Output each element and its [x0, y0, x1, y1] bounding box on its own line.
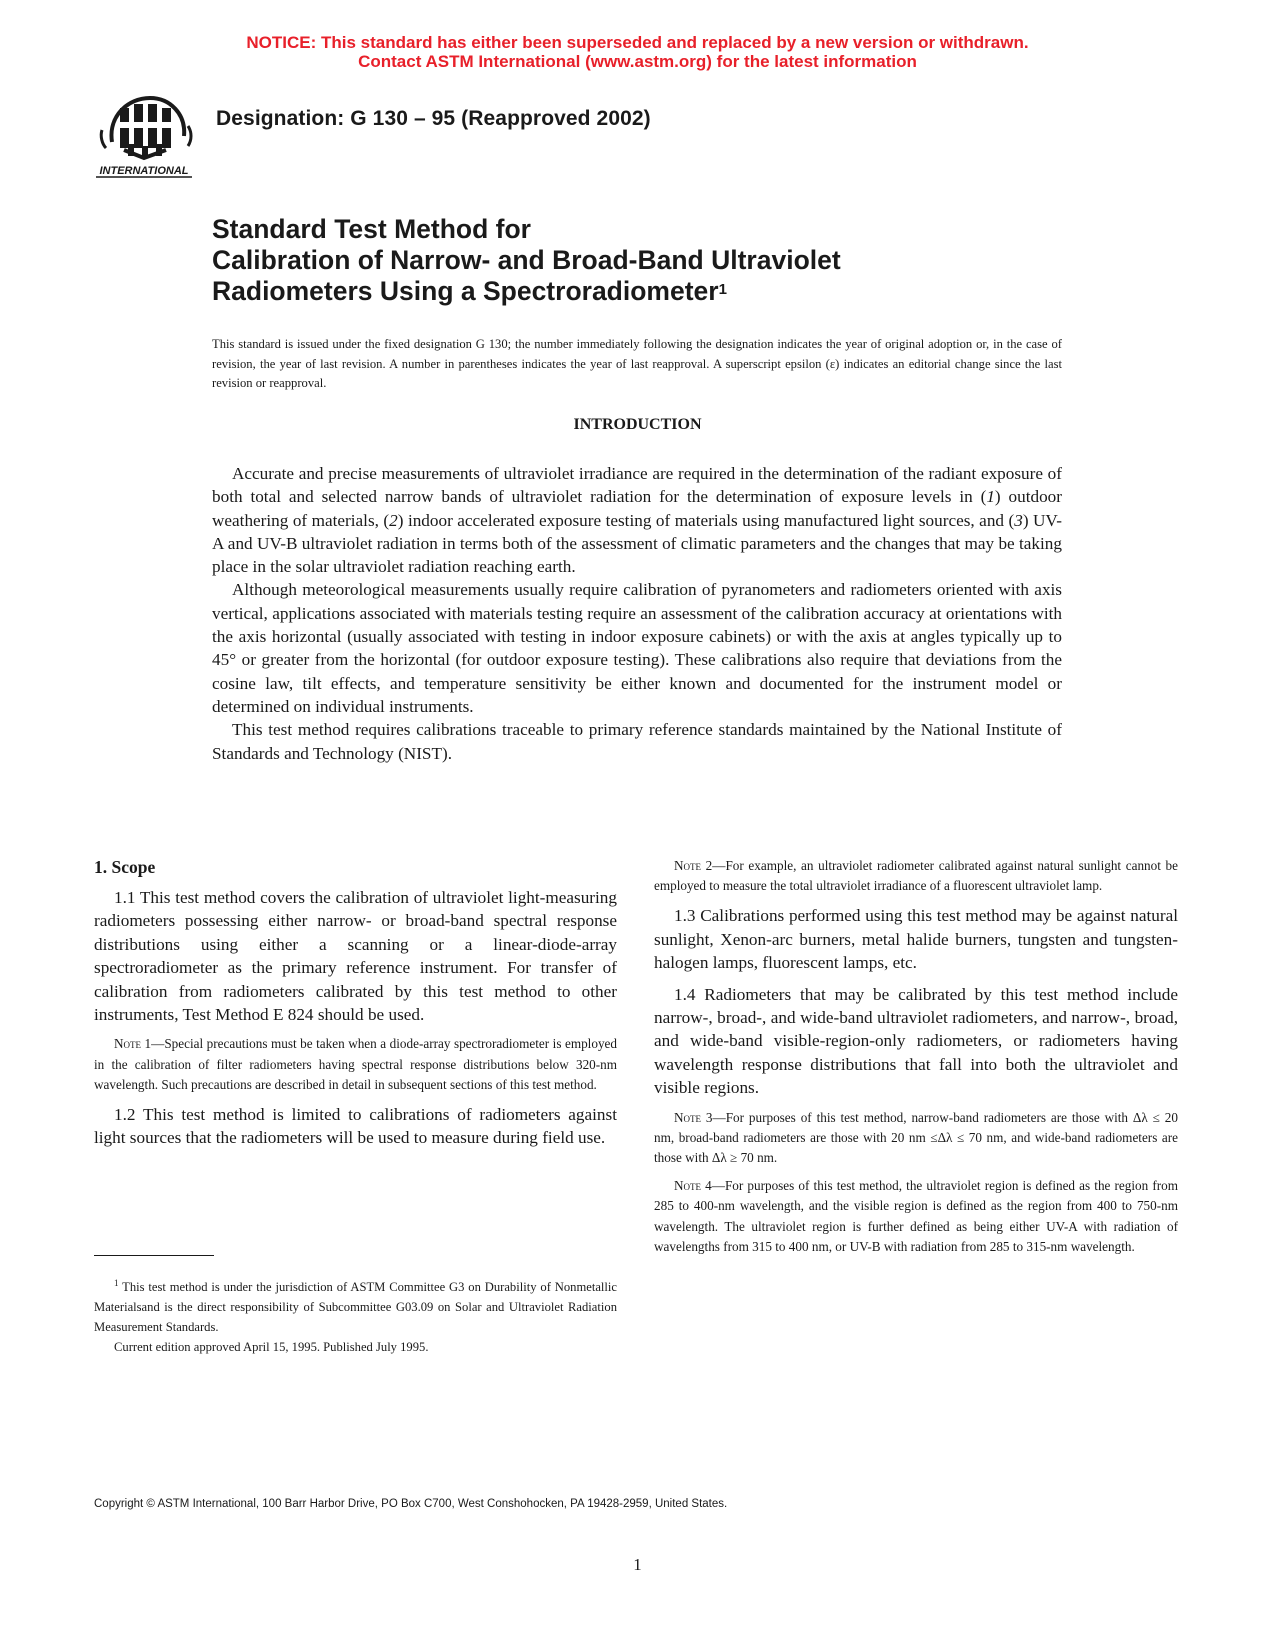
note-3-text: —For purposes of this test method, narrow-band radiometers are those with Δλ ≤ 20 nm, broad-band radiometers are those with 20 nm ≤Δλ ≤ 70 nm, and wide-band radiometers are those with Δλ ≥ 70 nm. [654, 1109, 1178, 1166]
intro-p1-num-1: 1 [986, 487, 995, 507]
note-2 [654, 856, 1178, 896]
logo-text: INTERNATIONAL [99, 165, 189, 177]
footnote-edition: Current edition approved April 15, 1995. Published July 1995. [114, 1339, 429, 1354]
intro-paragraph-3: This test method requires calibrations traceable to primary reference standards maintained by the National Institute of Standards and Technology (NIST). [212, 720, 1062, 763]
footnote-divider [94, 1255, 214, 1256]
note-1 [94, 1034, 617, 1095]
designation: Designation: G 130 – 95 (Reapproved 2002) [216, 107, 651, 130]
section-1-1: 1.1 This test method covers the calibration of ultraviolet light-measuring radiometers possessing either narrow- or broad-band spectral response distributions using either a scanning or a linear-diode-array spectroradiometer as the primary reference instrument. For transfer of calibration from radiometers calibrated by this test method to other instruments, Test Method E 824 should be used. [94, 888, 617, 1025]
note-3-label: Note 3 [674, 1109, 713, 1125]
section-1-4: 1.4 Radiometers that may be calibrated by this test method include narrow-, broad-, and wide-band ultraviolet radiometers, and narrow-, broad, and wide-band visible-region-only radiometers, or radiometers having wavelength response distributions that fall into both the ultraviolet and visible regions. [654, 984, 1178, 1098]
document-title [212, 214, 841, 307]
intro-paragraph-1 [212, 462, 1062, 578]
note-4-text: —For purposes of this test method, the ultraviolet region is defined as the region from 285 to 400-nm wavelength, and the visible region is defined as the region from 400 to 750-nm wavelength. The ultraviolet region is further defined as being either UV-A with radiation of wavelengths from 315 to 400 nm, or UV-B with radiation from 285 to 315-nm wavelength. [654, 1178, 1178, 1254]
note-2-label: Note 2 [674, 858, 713, 873]
intro-p1-part-b: ) outdoor weathering of materials, ( [212, 487, 1062, 530]
right-column [654, 856, 1178, 1265]
withdrawal-notice [0, 33, 1275, 71]
title-footnote-mark: 1 [718, 281, 727, 298]
intro-paragraph-2: Although meteorological measurements usually require calibration of pyranometers and radiometers oriented with axis vertical, applications associated with materials testing require an assessment of the calibration accuracy at orientations with the axis horizontal (usually associated with testing in indoor exposure cabinets) or with the axis at angles typically up to 45° or greater from the horizontal (for outdoor exposure testing). These calibrations also require that deviations from the cosine law, tilt effects, and temperature sensitivity be either known and documented for the instrument model or determined on individual instruments. [212, 580, 1062, 716]
standard-issue-note: This standard is issued under the fixed designation G 130; the number immediately following the designation indicates the year of original adoption or, in the case of revision, the year of last revision. A number in parentheses indicates the year of last reapproval. A superscript epsilon (ε) indicates an editorial change since the last revision or reapproval. [212, 337, 1062, 390]
note-4 [654, 1176, 1178, 1257]
notice-line-1: NOTICE: This standard has either been superseded and replaced by a new version or withdrawn. [246, 33, 1029, 52]
introduction-heading: INTRODUCTION [573, 416, 702, 433]
astm-logo [94, 86, 198, 182]
introduction-body [212, 462, 1062, 765]
scope-heading: 1. Scope [94, 857, 156, 877]
note-4-label: Note 4 [674, 1178, 712, 1194]
note-3 [654, 1108, 1178, 1169]
title-line-3-text: Radiometers Using a Spectroradiometer [212, 276, 719, 306]
page-number: 1 [633, 1555, 642, 1574]
note-2-text: —For example, an ultraviolet radiometer calibrated against natural sunlight cannot be employed to measure the total ultraviolet irradiance of a fluorescent ultraviolet lamp. [654, 858, 1178, 894]
intro-p1-num-2: 2 [389, 510, 398, 530]
notice-line-2: Contact ASTM International (www.astm.org) for the latest information [358, 52, 917, 71]
section-1-2: 1.2 This test method is limited to calibrations of radiometers against light sources that the radiometers will be used to measure during field use. [94, 1105, 617, 1148]
title-line-1: Standard Test Method for [212, 214, 531, 244]
footnote-text: This test method is under the jurisdiction of ASTM Committee G3 on Durability of Nonmetallic Materialsand is the direct responsibility of Subcommittee G03.09 on Solar and Ultraviolet Radiation Measurement Standards. [94, 1280, 617, 1334]
footnote-mark: 1 [114, 1278, 119, 1288]
intro-p1-part-d: ) UV-A and UV-B ultraviolet radiation in terms both of the assessment of climatic parameters and the changes that may be taking place in the solar ultraviolet radiation reaching earth. [212, 510, 1062, 577]
footnote [94, 1274, 617, 1357]
note-1-text: —Special precautions must be taken when a diode-array spectroradiometer is employed in the calibration of filter radiometers having spectral response distributions below 320-nm wavelength. Such precautions are described in detail in subsequent sections of this test method. [94, 1036, 617, 1092]
left-column [94, 856, 617, 1158]
title-line-2: Calibration of Narrow- and Broad-Band Ultraviolet [212, 245, 841, 275]
intro-p1-part-c: ) indoor accelerated exposure testing of materials using manufactured light sources, and ( [397, 510, 1015, 530]
intro-p1-part-a: Accurate and precise measurements of ultraviolet irradiance are required in the determination of the radiant exposure of both total and selected narrow bands of ultraviolet radiation for the determination of exposure levels in ( [212, 464, 1062, 507]
intro-p1-num-3: 3 [1014, 510, 1023, 530]
note-1-label: Note 1 [114, 1036, 152, 1052]
astm-logo-icon [94, 86, 198, 182]
footnote-1 [94, 1274, 617, 1338]
copyright-line: Copyright © ASTM International, 100 Barr Harbor Drive, PO Box C700, West Conshohocken, PA 19428-2959, United States. [94, 1498, 728, 1510]
section-1-3: 1.3 Calibrations performed using this test method may be against natural sunlight, Xenon-arc burners, metal halide burners, tungsten and tungsten-halogen lamps, fluorescent lamps, etc. [654, 906, 1178, 973]
title-line-3 [212, 276, 841, 307]
